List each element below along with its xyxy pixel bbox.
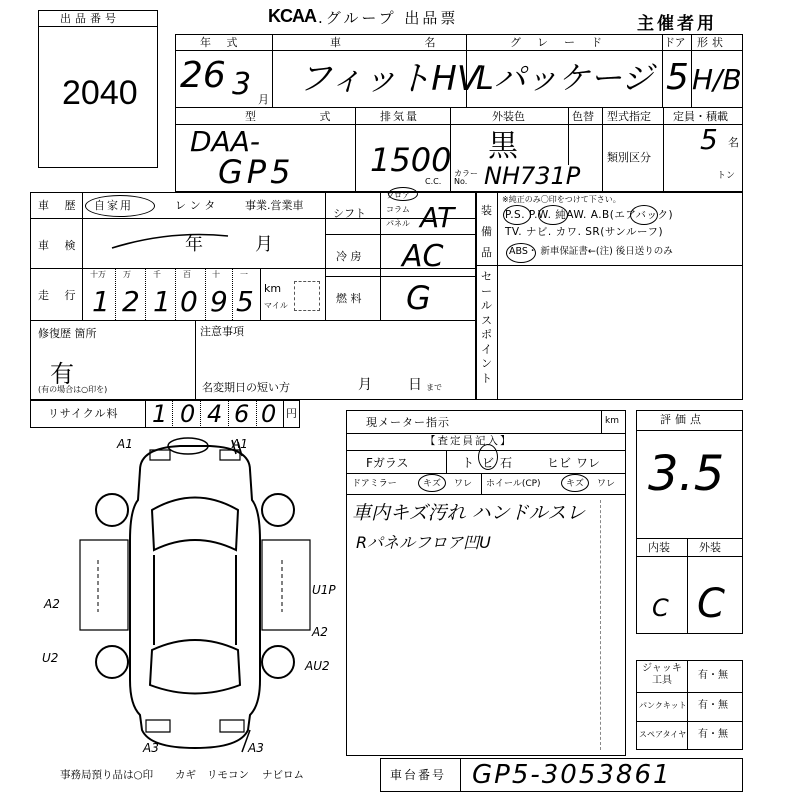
mirror-label: ドアミラー [352,479,397,489]
wheel-opt-1[interactable]: ワレ [597,479,616,489]
recycle-digit-3: 6 [234,400,250,428]
abs-circle [506,243,536,263]
interior-label: 内装 [648,541,670,554]
month-value: 3 [232,67,252,102]
car-diagram [60,430,350,760]
inspector-header: 【査定員記入】 [425,435,513,447]
lot-number: 2040 [62,74,138,112]
organizer-label: 主催者用 [637,14,717,34]
inspector-note-2: Rパネルフロア凹U [356,533,491,552]
mileage-digit-5: 5 [236,285,254,318]
equipment-row-3: ABS・ 新車保証書←(注) 後日送りのみ [509,246,673,257]
windshield-opt-3[interactable]: ヒビ [547,456,572,470]
recycle-unit: 円 [286,407,297,420]
mileage-digit-4: 9 [210,285,228,318]
recycle-label: リサイクル料 [48,407,119,420]
mileage-digit-label-5: 一 [240,270,248,279]
chassis-label: 車台番号 [390,768,447,782]
model-cert-label: 型式指定 [607,110,651,123]
recycle-digit-2: 4 [207,400,223,428]
form-title: .グループ 出品票 [318,9,459,27]
selling-points-label: セールスポイント [481,270,492,385]
car-name-value: フィットHV [298,59,481,99]
type-value-2: GP5 [218,153,295,191]
mileage-digit-3: 0 [180,285,198,318]
mileage-label: 走 行 [38,289,82,302]
mile-label: マイル [264,301,288,310]
mark-a2-right: A2 [312,625,328,639]
mark-a1-right: A1 [232,437,248,451]
cc-value: 1500 [370,141,452,179]
name-label: 車 名 [330,36,476,49]
inspector-note-1: 車内キズ汚れ ハンドルスレ [352,502,586,524]
mileage-digit-label-0: 十万 [90,270,106,279]
cc-label: 排気量 [380,110,419,123]
grade-value: Lパッケージ [476,59,654,97]
chassis-value: GP5-3053861 [472,760,672,790]
grade-label: グレード [510,36,618,49]
ab-circle [630,205,658,225]
meter-unit: km [605,416,619,426]
mark-u2-left: U2 [42,651,59,665]
fuel-value: G [406,279,431,317]
history-label: 車 歴 [38,199,82,212]
mile-checkbox[interactable] [294,281,320,311]
capacity-unit: 名 [728,136,739,149]
notes-label: 注意事項 [200,325,244,338]
history-option-private[interactable]: 自家用 [94,199,133,212]
mark-a2-left: A2 [44,597,60,611]
wheel-circle [561,474,589,492]
mark-a1-left: A1 [117,437,133,451]
footer-item-remote[interactable]: リモコン [207,769,249,781]
recycle-digit-4: 0 [261,400,277,428]
repair-value: 有 [50,360,74,388]
jack-label: ジャッキ工具 [642,663,682,686]
mirror-opt-0[interactable]: キズ [423,479,441,489]
shape-label: 形状 [697,36,727,49]
office-note: 事務局預り品は○印 [60,769,154,781]
spare-label: スペアタイヤ [639,730,687,739]
grade-score: 3.5 [648,446,725,502]
wheel-opt-0[interactable]: キズ [566,479,584,489]
shift-option-floor[interactable]: フロア [386,191,410,200]
grade-label: 評価点 [660,413,705,426]
fuel-label: 燃 料 [336,292,362,305]
shift-label: シフト [333,207,366,220]
color-no-value: NH731P [484,162,581,190]
ps-circle [503,205,531,225]
equipment-row-1: P.S. P.W. 純AW. A.B(エアバック) [505,209,674,221]
category-label: 類別区分 [607,151,651,164]
color-value: 黒 [488,129,518,164]
mark-u1p-right: U1P [312,583,336,597]
mileage-digit-label-2: 千 [153,270,161,279]
inspection-strike [110,228,230,258]
mark-au2-right: AU2 [305,659,330,673]
windshield-label: Fガラス [366,456,409,470]
capacity-value: 5 [700,123,718,156]
windshield-opt-2[interactable]: 石 [500,456,513,470]
pw-circle [538,205,568,225]
repair-label: 修復歴 箇所 [38,327,97,340]
shape-value: H/B [692,63,742,96]
windshield-circle [478,444,498,470]
mileage-digit-label-1: 万 [123,270,131,279]
name-change-day: 日 [408,377,422,393]
wheel-label: ホイール(CP) [486,479,541,489]
history-option-rental[interactable]: レンタ [175,199,220,212]
doors-value: 5 [666,57,689,98]
ton-unit: トン [717,171,736,181]
mileage-digit-label-4: 十 [212,270,220,279]
ac-label: 冷 房 [336,250,362,263]
name-change-month: 月 [358,377,372,393]
footer-item-navirom[interactable]: ナビロム [262,769,304,781]
mileage-digit-label-3: 百 [183,270,191,279]
year-value: 26 [180,55,226,96]
windshield-opt-4[interactable]: ワレ [576,456,601,470]
equipment-row-2: TV. ナビ. カワ. SR(サンルーフ) [505,226,664,238]
mark-a3-right: A3 [248,741,264,755]
mirror-circle [418,474,446,492]
km-label: km [264,282,282,295]
puncture-label: パンクキット [639,701,687,710]
windshield-opt-0[interactable]: ト [462,456,475,470]
name-change-label: 名変期日の短い方 [202,381,290,394]
exterior-label: 外装 [699,541,721,554]
shift-option-column[interactable]: コラム [386,205,410,214]
mark-a3-left: A3 [143,741,159,755]
mirror-opt-1[interactable]: ワレ [454,479,473,489]
doors-label: ドア [664,36,686,49]
meter-label: 現メーター指示 [366,416,450,429]
shift-value: AT [420,201,455,234]
brand-logo: KCAA [268,6,316,26]
ac-value: AC [402,239,444,274]
color-change-label: 色替 [572,110,594,123]
interior-value: C [652,594,669,622]
windshield-opt-1[interactable]: ビ [482,456,495,470]
mileage-digit-1: 2 [122,285,140,318]
recycle-digit-0: 1 [152,400,168,428]
mileage-digit-2: 1 [153,285,171,318]
repair-note: (有の場合は○印を) [38,385,108,394]
color-label: 外装色 [492,110,525,123]
type-label: 型 式 [245,110,361,123]
jack-option[interactable]: 有・無 [698,670,728,681]
inspection-label: 車 検 [38,239,82,252]
equipment-side-label: 装備品 [481,204,492,259]
history-option-business[interactable]: 事業.営業車 [245,199,304,212]
type-value-1: DAA- [190,125,260,158]
name-change-suffix: まで [426,383,442,392]
footer-item-key[interactable]: カギ [175,769,196,781]
capacity-label: 定員・積載 [673,110,728,123]
floor-circle [388,187,418,201]
lot-label: 出品番号 [60,12,120,25]
inspection-month-unit: 月 [255,234,273,255]
recycle-digit-1: 0 [180,400,196,428]
equipment-note: ※純正のみ〇印をつけて下さい。 [502,195,621,204]
spare-option[interactable]: 有・無 [698,729,728,740]
color-no-label: カラーNo. [454,169,478,186]
cc-unit: C.C. [425,177,442,186]
exterior-value: C [697,581,725,627]
puncture-option[interactable]: 有・無 [698,700,728,711]
inspection-year-unit: 年 [185,234,203,255]
shift-option-panel[interactable]: パネル [386,219,410,228]
mileage-digit-0: 1 [92,285,110,318]
month-unit: 月 [258,93,269,106]
year-label: 年 式 [200,36,244,49]
private-circle [85,195,155,217]
